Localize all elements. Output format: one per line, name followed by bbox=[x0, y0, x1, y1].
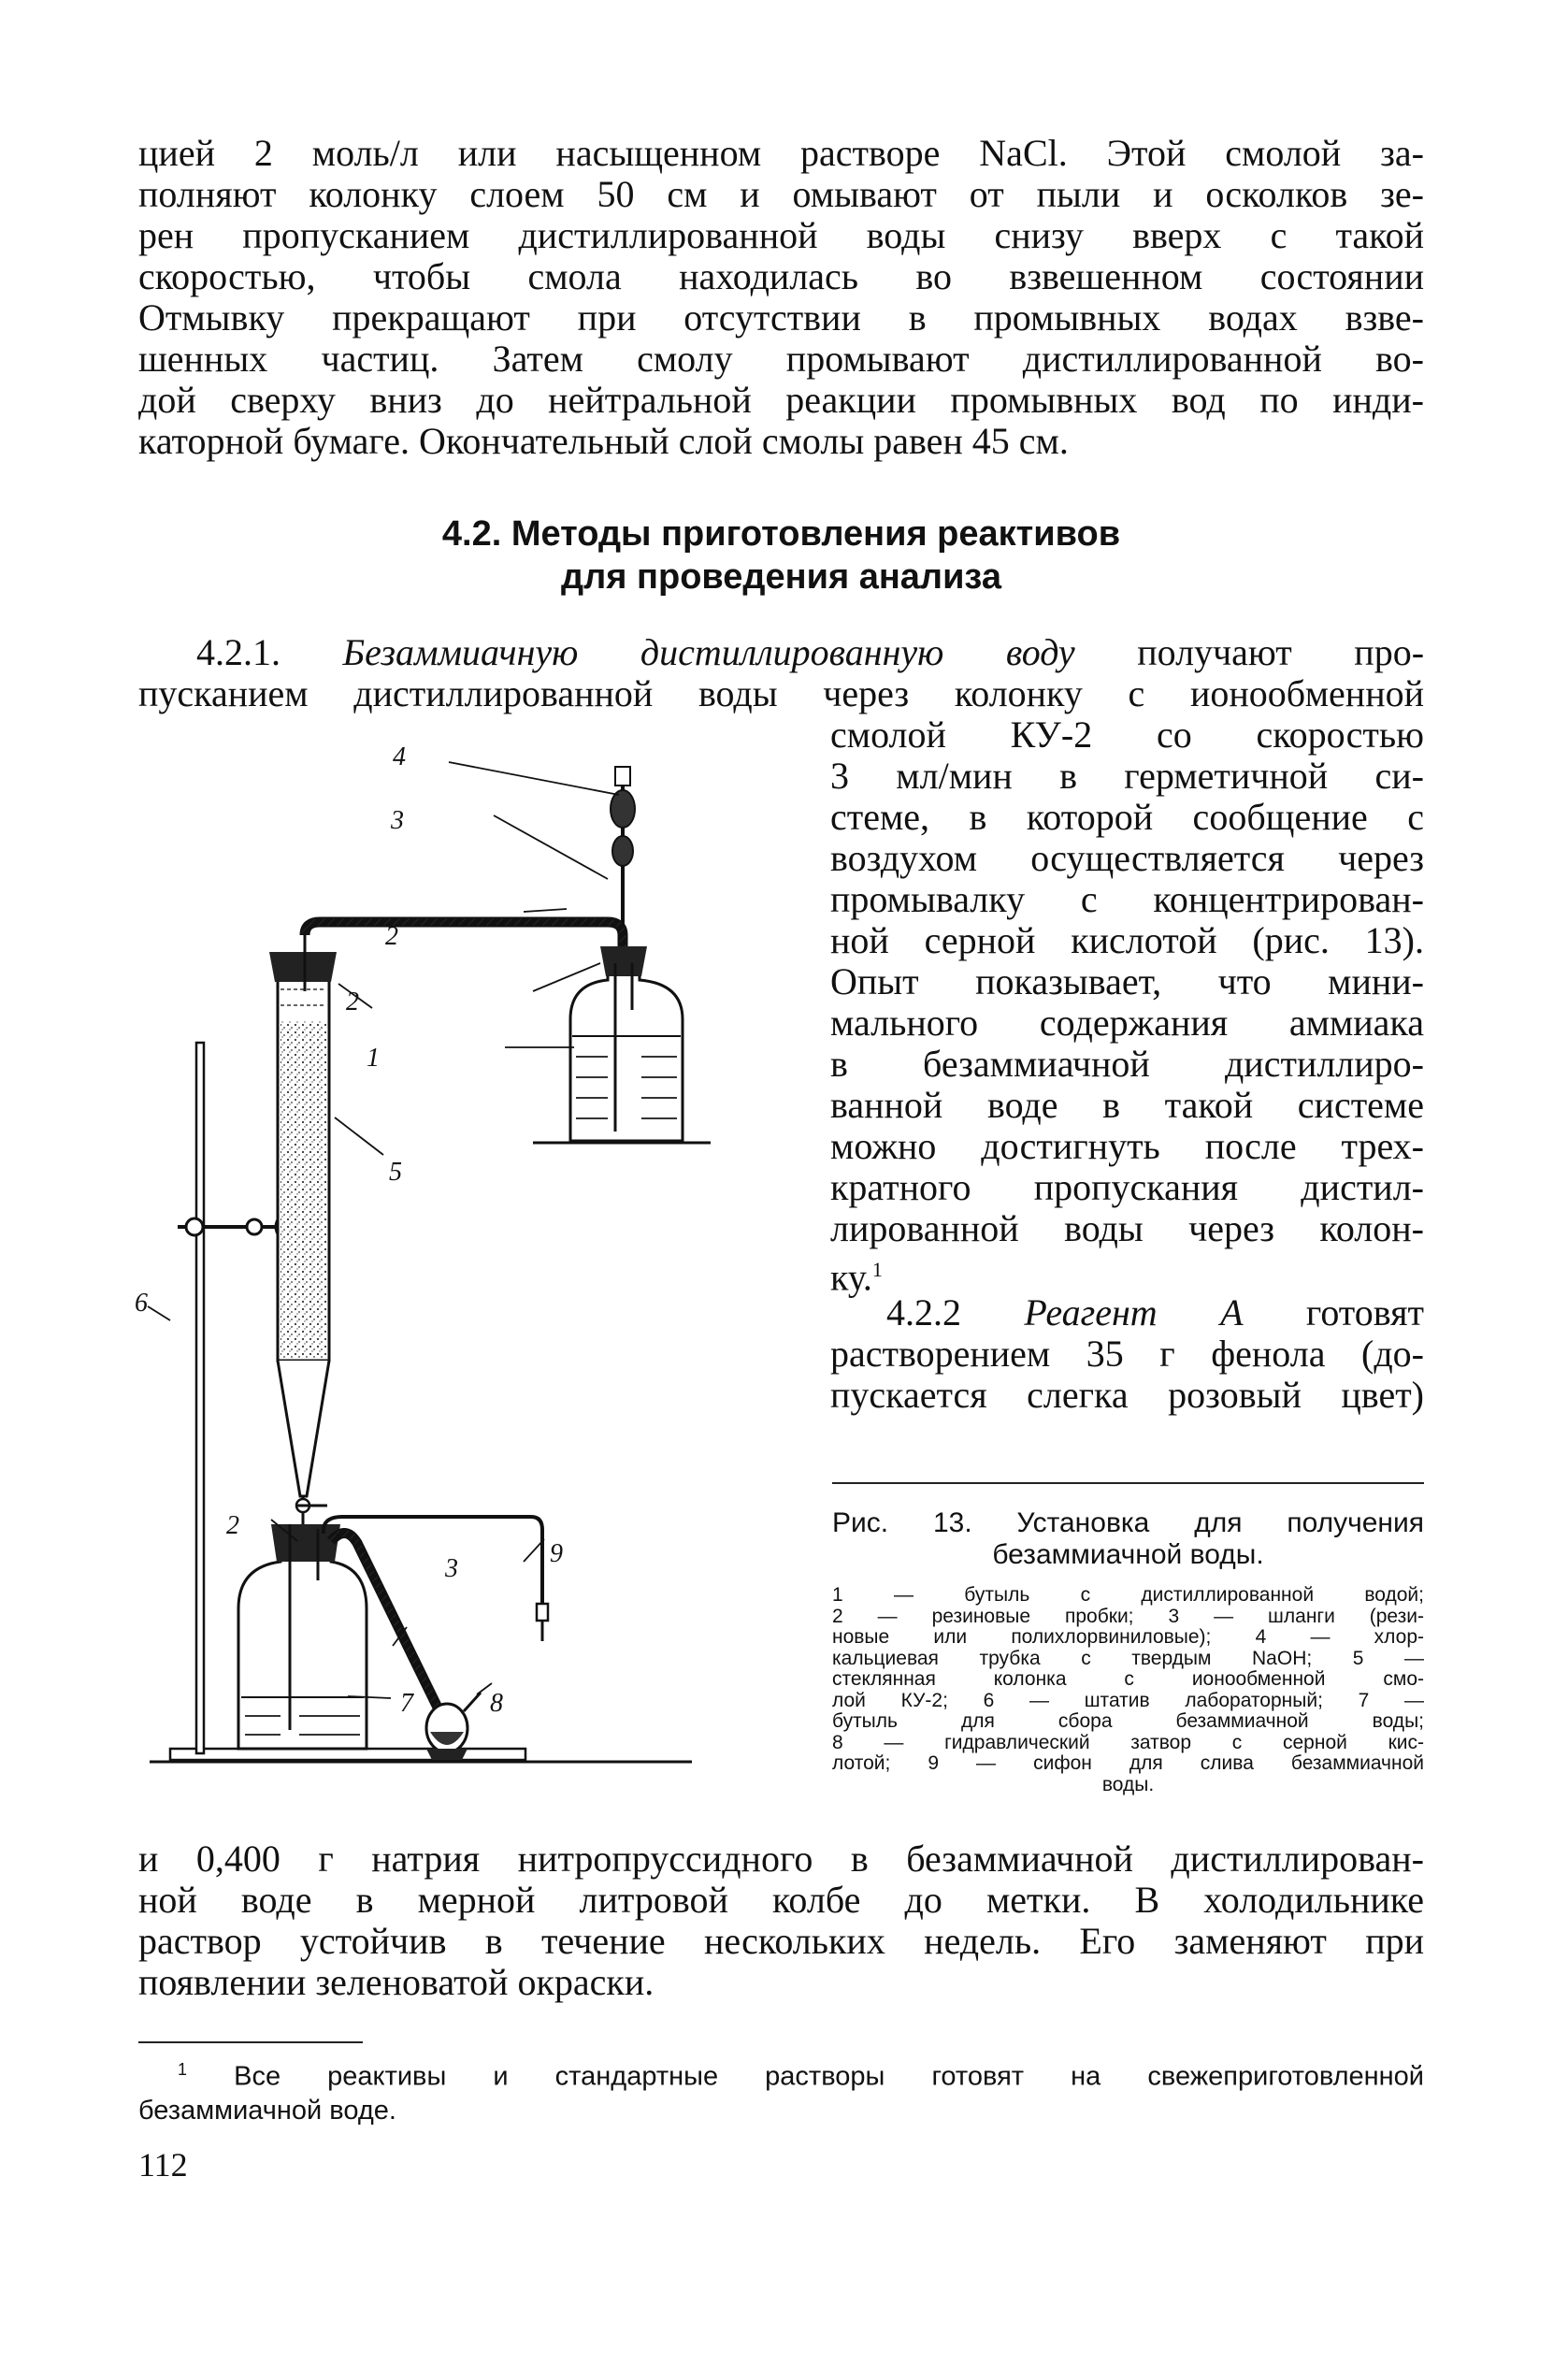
text-line: раствор устойчив в течение нескольких недель. Его заменяют при bbox=[138, 1920, 1424, 1962]
leader-lines bbox=[148, 762, 619, 1698]
text-line: дой сверху вниз до нейтральной реакции промывных вод по инди- bbox=[138, 379, 1424, 421]
text-line bbox=[138, 632, 1424, 673]
legend-line: 8 — гидравлический затвор с серной кис- bbox=[832, 1731, 1424, 1753]
intro-paragraph bbox=[138, 133, 1424, 462]
paragraph-number: 4.2.2 bbox=[886, 1291, 961, 1333]
legend-line: новые или полихлорвиниловые); 4 — хлор- bbox=[832, 1626, 1424, 1648]
caption-line: Рис. 13. Установка для получения bbox=[832, 1507, 1424, 1538]
text-line: растворением 35 г фенола (до- bbox=[830, 1333, 1424, 1375]
footnote-line: безаммиачной воде. bbox=[138, 2095, 396, 2126]
top-hose-fill bbox=[305, 922, 623, 963]
label-6: 6 bbox=[135, 1289, 148, 1318]
legend-line: 1 — бутыль с дистиллированной водой; bbox=[832, 1584, 1424, 1606]
label-1: 1 bbox=[367, 1044, 380, 1073]
drying-tube-top bbox=[615, 767, 630, 786]
text-line: ной серной кислотой (рис. 13). bbox=[830, 919, 1424, 961]
text-line: пускается слегка розовый цвет) bbox=[830, 1374, 1424, 1416]
text-span: Все реактивы и стандартные растворы готовят на свежеприготовленной bbox=[234, 2061, 1424, 2092]
stand-base bbox=[170, 1749, 525, 1760]
text-line: лированной воды через колон- bbox=[830, 1207, 1424, 1249]
legend-line: лой КУ-2; 6 — штатив лабораторный; 7 — bbox=[832, 1689, 1424, 1711]
text-line: Отмывку прекращают при отсутствии в промывных водах взве- bbox=[138, 296, 1424, 339]
text-line: промывалку с концентрирован- bbox=[830, 878, 1424, 920]
label-2: 2 bbox=[385, 922, 398, 951]
text-span: получают про- bbox=[1137, 631, 1425, 673]
collection-bottle bbox=[238, 1543, 367, 1749]
text-line: цией 2 моль/л или насыщенном растворе NaCl. Этой смолой за- bbox=[138, 132, 1424, 174]
text-line: полняют колонку слоем 50 см и омывают от пыли и осколков зе- bbox=[138, 173, 1424, 215]
text-line: скоростью, чтобы смола находилась во взвешенном состоянии bbox=[138, 255, 1424, 297]
text-line: появлении зеленоватой окраски. bbox=[138, 1961, 655, 2003]
clamp-knob bbox=[247, 1219, 262, 1234]
text-line: каторной бумаге. Окончательный слой смолы равен 45 см. bbox=[138, 420, 1069, 462]
text-line: Опыт показывает, что мини- bbox=[830, 960, 1424, 1002]
resin-bed bbox=[281, 1021, 326, 1358]
siphon-clamp bbox=[537, 1604, 548, 1621]
paragraph-4-2-1-column bbox=[830, 714, 1424, 1298]
legend-line: лотой; 9 — сифон для слива безаммиачной bbox=[832, 1752, 1424, 1774]
apparatus-figure bbox=[122, 739, 832, 1805]
text-line: мального содержания аммиака bbox=[830, 1002, 1424, 1044]
paragraph-4-2-2-continuation bbox=[138, 1838, 1424, 2003]
legend-line: 2 — резиновые пробки; 3 — шланги (рези- bbox=[832, 1605, 1424, 1627]
footnote bbox=[138, 2053, 1424, 2127]
label-3: 3 bbox=[445, 1554, 458, 1583]
column-stopper bbox=[269, 952, 337, 982]
text-line: и 0,400 г натрия нитропруссидного в безаммиачной дистиллирован- bbox=[138, 1838, 1424, 1880]
legend-line: кальциевая трубка с твердым NaOH; 5 — bbox=[832, 1647, 1424, 1669]
footnote-line bbox=[138, 2053, 1424, 2094]
footnote-mark: 1 bbox=[178, 2060, 188, 2079]
text-line bbox=[830, 1292, 1424, 1333]
paragraph-4-2-2-column bbox=[830, 1292, 1424, 1416]
drying-bulb bbox=[611, 790, 635, 828]
text-line: ной воде в мерной литровой колбе до метки. В холодильнике bbox=[138, 1879, 1424, 1921]
page-number: 112 bbox=[138, 2146, 188, 2184]
text-line: воздухом осуществляется через bbox=[830, 837, 1424, 879]
text-line: можно достигнуть после трех- bbox=[830, 1125, 1424, 1167]
text-span: ку. bbox=[830, 1256, 872, 1299]
heading-line: для проведения анализа bbox=[561, 557, 1001, 597]
paragraph-4-2-1-head bbox=[138, 632, 1424, 714]
paragraph-number: 4.2.1. bbox=[196, 631, 281, 673]
italic-term: Безаммиачную дистиллированную воду bbox=[342, 631, 1075, 673]
column-funnel bbox=[278, 1361, 329, 1496]
collection-bottle-stopper bbox=[271, 1524, 340, 1562]
text-line: шенных частиц. Затем смолу промывают дистиллированной во- bbox=[138, 338, 1424, 380]
hydraulic-seal bbox=[426, 1704, 468, 1752]
section-heading bbox=[138, 512, 1424, 598]
text-line: 3 мл/мин в герметичной си- bbox=[830, 755, 1424, 797]
clamp-knob bbox=[186, 1218, 203, 1235]
label-4: 4 bbox=[393, 742, 406, 771]
drying-bulb bbox=[612, 836, 633, 866]
seal-outlet bbox=[464, 1693, 481, 1711]
label-3: 3 bbox=[391, 806, 404, 835]
source-bottle-stopper bbox=[600, 946, 647, 976]
legend-line: бутыль для сбора безаммиачной воды; bbox=[832, 1710, 1424, 1732]
text-line: смолой КУ-2 со скоростью bbox=[830, 714, 1424, 756]
label-5: 5 bbox=[389, 1158, 402, 1187]
text-span: готовят bbox=[1305, 1291, 1424, 1333]
text-line: пусканием дистиллированной воды через колонку с ионообменной bbox=[138, 672, 1424, 714]
caption-rule bbox=[832, 1482, 1424, 1484]
text-line: кратного пропускания дистил- bbox=[830, 1166, 1424, 1208]
text-line: стеме, в которой сообщение с bbox=[830, 796, 1424, 838]
top-hose bbox=[305, 922, 623, 963]
legend-line: стеклянная колонка с ионообменной смо- bbox=[832, 1668, 1424, 1690]
italic-term: Реагент А bbox=[1024, 1291, 1244, 1333]
caption-line: безаммиачной воды. bbox=[992, 1539, 1264, 1570]
label-8: 8 bbox=[490, 1689, 503, 1718]
source-bottle bbox=[570, 959, 683, 1141]
text-line: ванной воде в такой системе bbox=[830, 1084, 1424, 1126]
label-2: 2 bbox=[226, 1511, 239, 1540]
label-2: 2 bbox=[346, 987, 359, 1016]
text-line: рен пропусканием дистиллированной воды снизу вверх с такой bbox=[138, 214, 1424, 256]
footnote-mark: 1 bbox=[871, 1258, 883, 1281]
hydraulic-seal-base bbox=[426, 1749, 468, 1760]
legend-line: воды. bbox=[1101, 1773, 1155, 1795]
stand-rod bbox=[196, 1043, 204, 1753]
figure-caption-title bbox=[832, 1507, 1424, 1571]
label-7: 7 bbox=[400, 1689, 413, 1718]
footnote-rule bbox=[138, 2041, 363, 2043]
heading-line: 4.2. Методы приготовления реактивов bbox=[441, 514, 1121, 554]
figure-legend bbox=[832, 1585, 1424, 1795]
label-9: 9 bbox=[550, 1539, 563, 1568]
text-line: в безаммиачной дистиллиро- bbox=[830, 1043, 1424, 1085]
